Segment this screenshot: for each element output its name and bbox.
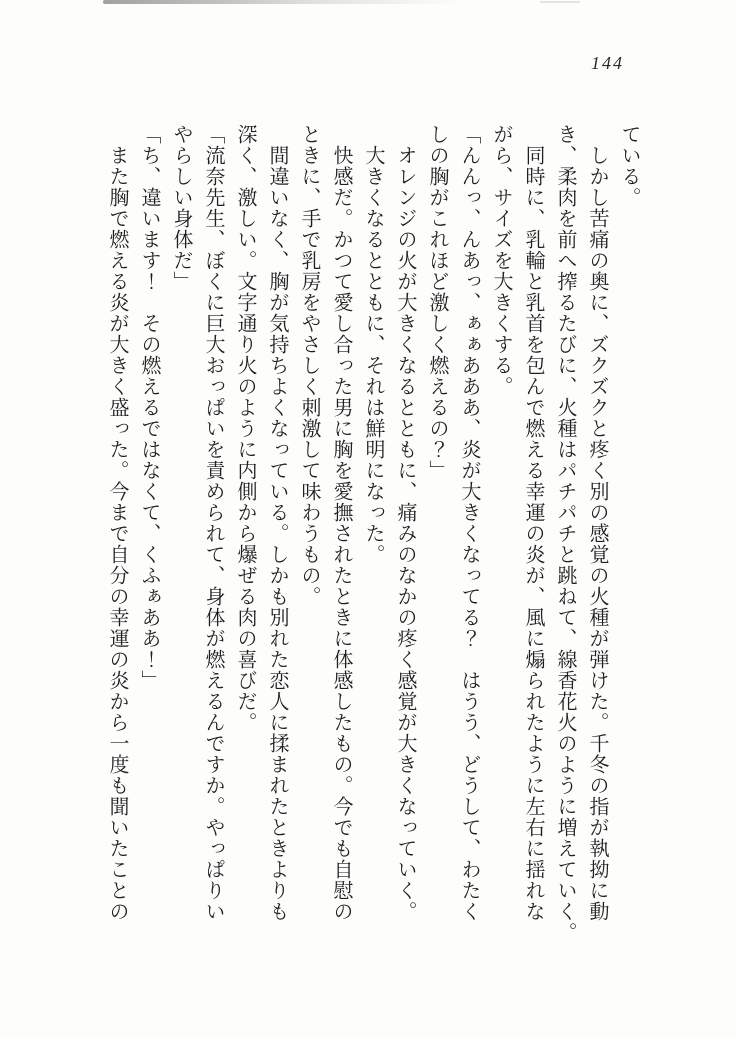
text-column: 同時に、乳輪と乳首を包んで燃える幸運の炎が、風に煽られたように左右に揺れな — [522, 145, 544, 922]
text-column: 快感だ。かつて愛し合った男に胸を愛撫されたときに体感したもの。今でも自慰の — [330, 145, 352, 922]
page-number: 144 — [591, 53, 624, 73]
text-column: ときに、手で乳房をやさしく刺激して味わうもの。 — [298, 124, 320, 607]
text-column: また胸で燃える炎が大きく盛った。今まで自分の幸運の炎から一度も聞いたことの — [106, 145, 128, 922]
text-column: 「ち、違います！ その燃えるではなくて、くふぁああ！」 — [138, 124, 160, 691]
text-column: がら、サイズを大きくする。 — [490, 124, 512, 397]
text-column: しの胸がこれほど激しく燃えるの？」 — [426, 124, 448, 481]
text-column: き、柔肉を前へ搾るたびに、火種はパチパチと跳ねて、線香花火のように増えていく。 — [554, 124, 576, 943]
text-column: ている。 — [618, 124, 640, 208]
text-column: しかし苦痛の奥に、ズクズクと疼く別の感覚の火種が弾けた。千冬の指が執拗に動 — [586, 145, 608, 922]
text-column: やらしい身体だ」 — [170, 124, 192, 292]
scan-edge-artifact — [103, 0, 463, 4]
text-column: 深く、激しい。文字通り火のように内側から爆ぜる肉の喜びだ。 — [234, 124, 256, 733]
text-column: 「んんっ、んあっ、ぁぁあああ、炎が大きくなってる？ はうう、どうして、わたく — [458, 124, 480, 922]
text-column: 大きくなるとともに、それは鮮明になった。 — [362, 145, 384, 565]
text-column: オレンジの火が大きくなるとともに、痛みのなかの疼く感覚が大きくなっていく。 — [394, 145, 416, 922]
scan-edge-artifact — [540, 1, 580, 3]
text-column: 間違いなく、胸が気持ちよくなっている。しかも別れた恋人に揉まれたときよりも — [266, 145, 288, 922]
text-block — [101, 124, 645, 964]
text-column: 「流奈先生、ぼくに巨大おっぱいを責められて、身体が燃えるんですか。やっぱりい — [202, 124, 224, 922]
